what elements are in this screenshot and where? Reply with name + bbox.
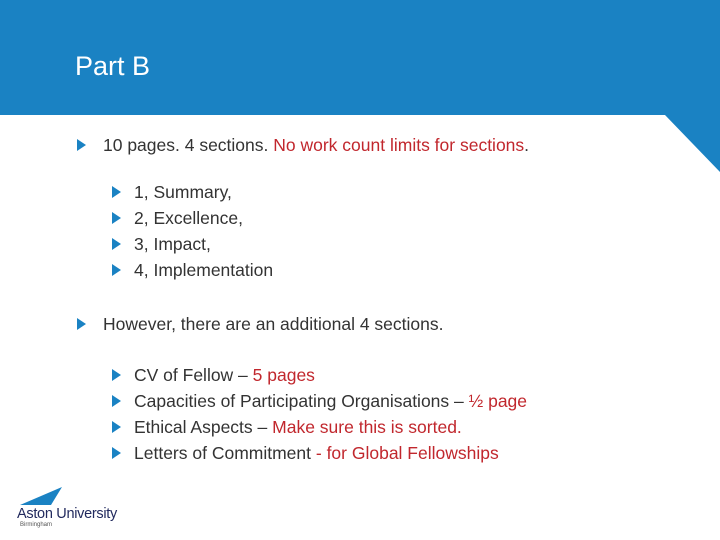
bullet-arrow-icon [112, 395, 121, 407]
additional-item-highlight: 5 pages [252, 365, 315, 385]
bullet-text: 10 pages. 4 sections. [103, 135, 274, 155]
section-item [134, 259, 273, 281]
additional-item [134, 364, 315, 386]
bullet-arrow-icon [112, 447, 121, 459]
additional-item-highlight: Make sure this is sorted. [272, 417, 462, 437]
logo-wordmark: Aston University [17, 506, 117, 522]
bullet-text: However, there are an additional 4 sections. [103, 314, 444, 334]
bullet-arrow-icon [77, 318, 86, 330]
additional-item-text: CV of Fellow – [134, 365, 253, 385]
additional-item-text: Capacities of Participating Organisations – [134, 391, 469, 411]
section-item [134, 181, 232, 203]
bullet-arrow-icon [112, 369, 121, 381]
section-item [134, 207, 243, 229]
section-item-label: 4, Implementation [134, 260, 274, 280]
logo-subtitle: Birmingham [20, 522, 53, 528]
bullet-arrow-icon [112, 212, 121, 224]
bullet-tail: . [524, 135, 530, 155]
bullet-sections-overview [103, 134, 529, 156]
slide-title: Part B [75, 51, 151, 81]
bullet-additional-sections [103, 313, 443, 335]
additional-item-text: Ethical Aspects – [134, 417, 273, 437]
additional-item [134, 442, 499, 464]
bullet-arrow-icon [112, 238, 121, 250]
section-item-label: 3, Impact, [134, 234, 211, 254]
bullet-arrow-icon [112, 264, 121, 276]
section-item [134, 233, 211, 255]
section-item-label: 2, Excellence, [134, 208, 243, 228]
additional-item-text: Letters of Commitment [134, 443, 316, 463]
additional-item-highlight: ½ page [468, 391, 528, 411]
bullet-highlight: No work count limits for sections [273, 135, 525, 155]
bullet-arrow-icon [77, 139, 86, 151]
additional-item [134, 390, 527, 412]
additional-item [134, 416, 462, 438]
logo-mark-icon [18, 486, 66, 506]
bullet-arrow-icon [112, 421, 121, 433]
section-item-label: 1, Summary, [134, 182, 232, 202]
additional-item-highlight: - for Global Fellowships [315, 443, 499, 463]
bullet-arrow-icon [112, 186, 121, 198]
aston-university-logo [14, 486, 126, 530]
